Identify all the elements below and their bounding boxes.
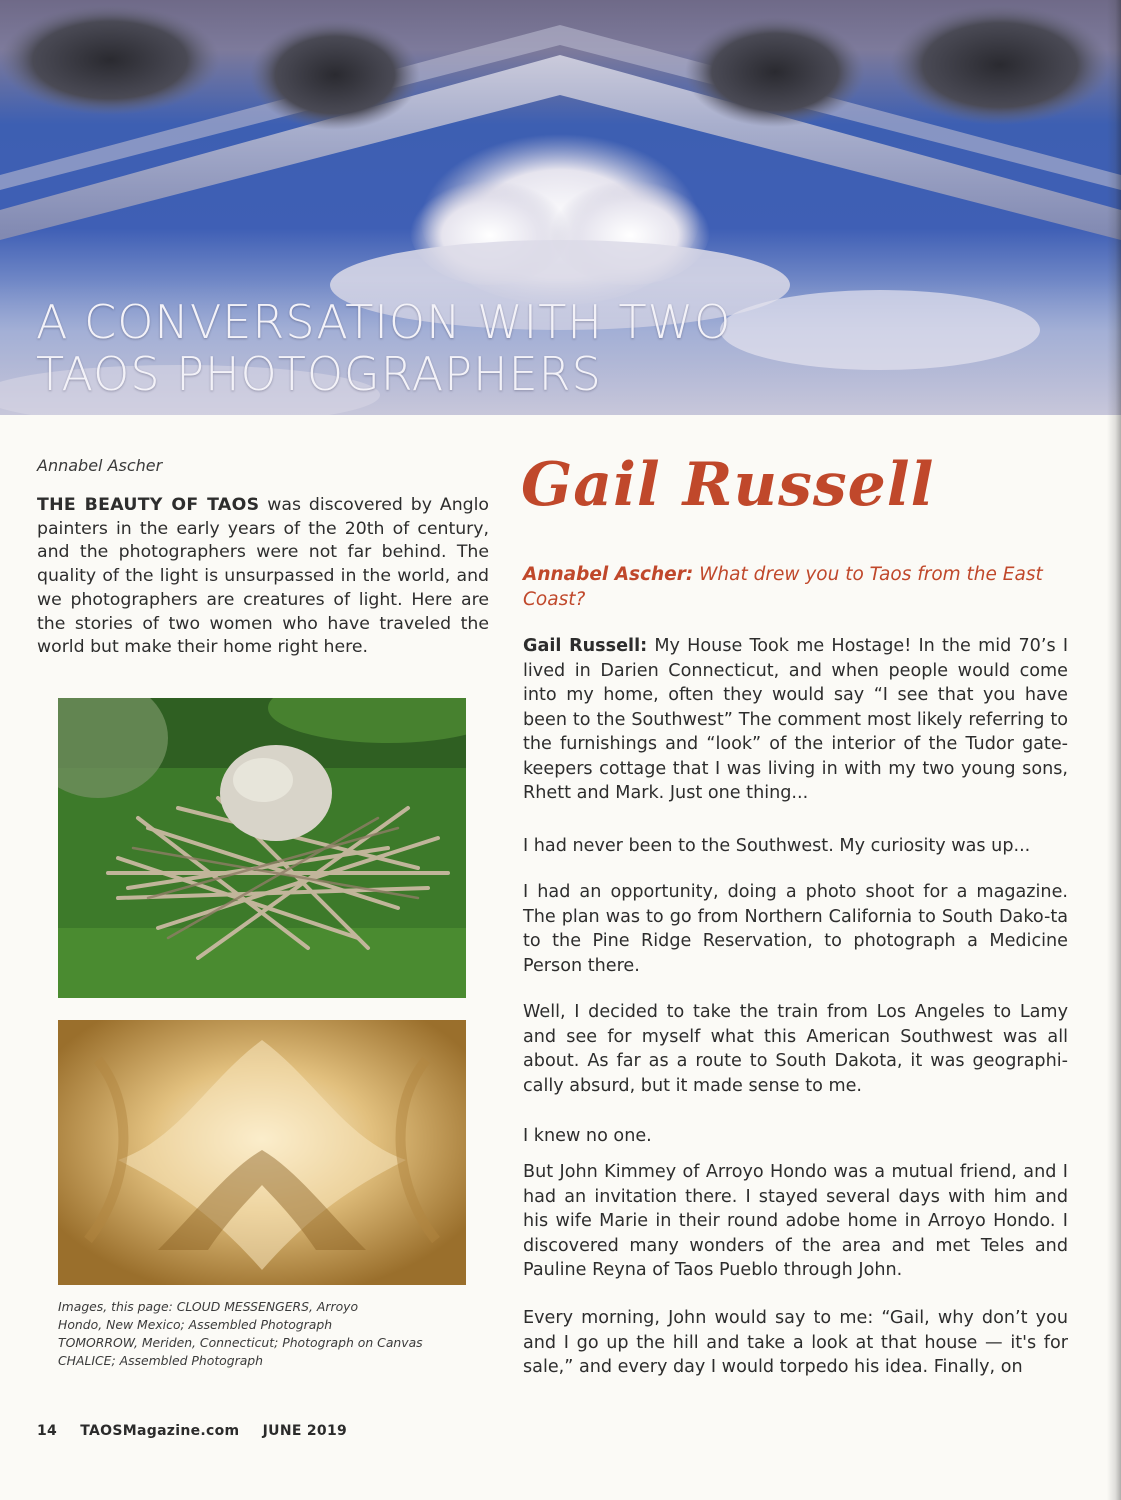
intro-lead: THE BEAUTY OF TAOS	[37, 495, 260, 515]
title-line-2: TAOS PHOTOGRAPHERS	[36, 347, 602, 401]
title-line-1: A CONVERSATION WITH TWO	[36, 295, 732, 349]
chalice-photo	[58, 1020, 466, 1285]
answer-text: My House Took me Hostage! In the mid 70’s I lived in Darien Connecticut, and when people would come into my home, often they would say “I see that you have been to the Southwest” The comment most likely referring to the furnishings and “look” of the interior of the Tudor gate-keepers cottage that I was living in with my two young sons, Rhett and Mark. Just one thing...	[523, 636, 1069, 803]
caption-line: TOMORROW, Meriden, Connecticut; Photograph on Canvas	[58, 1335, 423, 1350]
question-speaker: Annabel Ascher:	[523, 564, 694, 585]
nest-photo	[58, 698, 466, 998]
interview-question	[523, 563, 1071, 612]
intro-text: was discovered by Anglo painters in the early years of the 20th of century, and the photographers were not far behind. The quality of the light is unsurpassed in the world, and we photographers are creatures of light. Here are the stories of two women who have traveled the world but make their home right here.	[37, 495, 489, 658]
magazine-site: TAOSMagazine.com	[80, 1423, 240, 1439]
answer-paragraph: Every morning, John would say to me: “Gail, why don’t you and I go up the hill and take a look at that house — it's for sale,” and every day I would torpedo his idea. Finally, on	[523, 1308, 1068, 1377]
answer-paragraph: I knew no one.	[523, 1126, 652, 1146]
issue-date: JUNE 2019	[262, 1423, 348, 1439]
byline: Annabel Ascher	[37, 456, 163, 475]
page-number: 14	[37, 1423, 58, 1439]
answer-paragraph	[523, 634, 1068, 806]
answer-paragraph: But John Kimmey of Arroyo Hondo was a mutual friend, and I had an invitation there. I stayed several days with him and his wife Marie in their round adobe home in Arroyo Hondo. I discovered many wonders of the area and met Teles and Pauline Reyna of Taos Pueblo through John.	[523, 1162, 1068, 1280]
page-footer	[37, 1423, 365, 1439]
intro-paragraph	[37, 494, 489, 660]
photographer-heading: Gail Russell	[521, 450, 935, 520]
hero-image	[0, 0, 1121, 415]
caption-line: Images, this page: CLOUD MESSENGERS, Arroyo	[58, 1299, 359, 1314]
answer-paragraph: I had never been to the Southwest. My curiosity was up...	[523, 836, 1031, 856]
image-caption	[58, 1298, 478, 1370]
page-edge-shadow	[1107, 0, 1121, 1500]
question-text: What drew you to Taos from the East Coast?	[523, 564, 1043, 610]
answer-paragraph: Well, I decided to take the train from Los Angeles to Lamy and see for myself what this American Southwest was all about. As far as a route to South Dakota, it was geographi-cally absurd, but it made sense to me.	[523, 1002, 1068, 1096]
caption-line: CHALICE; Assembled Photograph	[58, 1353, 264, 1368]
answer-speaker: Gail Russell:	[523, 636, 648, 656]
answer-paragraph: I had an opportunity, doing a photo shoot for a magazine. The plan was to go from Northern California to South Dako-ta to the Pine Ridge Reservation, to photograph a Medicine Person there.	[523, 882, 1068, 976]
caption-line: Hondo, New Mexico; Assembled Photograph	[58, 1317, 333, 1332]
article-title	[36, 296, 731, 400]
